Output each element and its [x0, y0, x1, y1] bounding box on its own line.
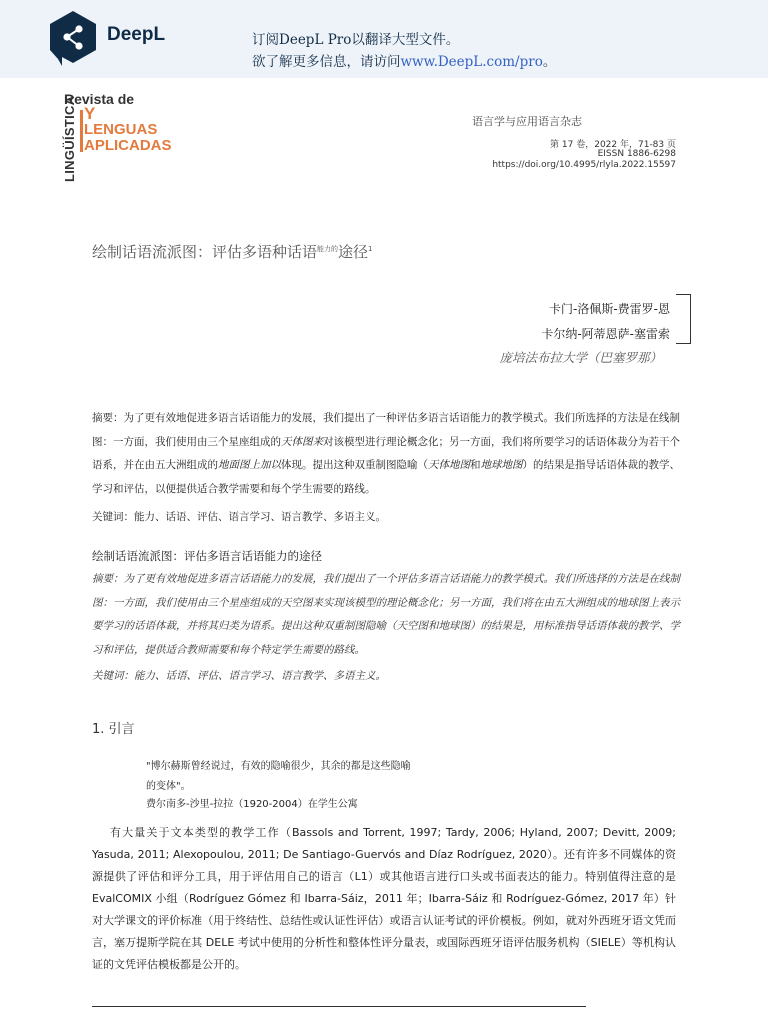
abstract-emphasis-4: 地球地图 [480, 459, 523, 471]
banner-info-prefix: 欲了解更多信息，请访问 [252, 54, 401, 70]
journal-logo-linguistica: LINGÜÍSTICA [62, 95, 77, 182]
deepl-pro-link[interactable]: www.DeepL.com/pro [400, 54, 543, 70]
abstract-text-5: ）的结果是指导话语体裁的教学、学习和评估，以便提供适合教学需要和每个学生需要的路线。 [92, 459, 680, 495]
keywords-chinese: 关键词：能力、话语、评估、语言学习、语言教学、多语主义。 [92, 511, 386, 523]
deepl-logo-icon[interactable] [48, 10, 98, 66]
journal-volume: 第 17 卷，2022 年，71-83 页 [550, 140, 676, 150]
abstract-text-1: 摘要：为了更有效地促进多语言话语能力的发展，我们提出了一种评估多语言话语能力的教学模式。我们所选择的方法是在线制图：一方面，我们使用由三个星座组成的 [92, 412, 680, 448]
epigraph-line-2: 的变体"。 [146, 781, 191, 792]
abstract-text-2: 对该模型进行理论概念化；另一方面，我们将所要学习的话语体裁分为若干个语系，并在由五大洲组成的 [92, 435, 680, 471]
abstract-emphasis-3: 天体地图 [428, 459, 470, 471]
journal-doi-link[interactable]: https://doi.org/10.4995/rlyla.2022.15597 [492, 160, 676, 170]
abstract-emphasis-2: 地面图上加以 [218, 459, 281, 471]
author-bracket [676, 294, 691, 344]
article-title [92, 241, 373, 262]
abstract-text-4: 和 [470, 459, 481, 471]
journal-eissn: EISSN 1886-6298 [597, 149, 676, 159]
body-paragraph: 有大量关于文本类型的教学工作（Bassols and Torrent, 1997; Tardy, 2006; Hyland, 2007; Devitt, 2009; Yasuda, 2011; Alexopoulou, 2011; De Santiago-Guervós and Díaz Rodríguez, 2020）。还有许多不同媒体的资源提供了评估和评分工具，用于评估用自己的语言（L1）或其他语言进行口头或书面表达的能力。特别值得注意的是 EvalCOMIX 小组（Rodríguez Gómez 和 Ibarra-Sáiz，2011 年；Ibarra-Sáiz 和 Rodríguez-Gómez, 2017 年）针对大学课文的评价标准（用于终结性、总结性或认证性评估）或语言认证考试的评价模板。例如，就对外西班牙语文凭而言，塞万提斯学院在其 DELE 考试中使用的分析性和整体性评分量表，或国际西班牙语评估服务机构（SIELE）等机构认证的文凭评估模板都是公开的。 [92, 826, 676, 971]
article-title-end: 途径 [338, 243, 369, 261]
banner-info-suffix: 。 [542, 54, 557, 70]
abstract-italic: 摘要：为了更有效地促进多语言话语能力的发展，我们提出了一个评估多语言话语能力的教学模式。我们所选择的方法是在线制图：一方面，我们使用由三个星座组成的天空图来实现该模型的理论概念化；另一方面，我们将在由五大洲组成的地球图上表示要学习的话语体裁，并将其归类为语系。提出这种双重制图隐喻（天空图和地球图）的结果是，用标准指导话语体裁的教学、学习和评估，提供适合教师需要和每个特定学生需要的路线。 [92, 573, 680, 656]
journal-logo-aplicadas: APLICADAS [84, 137, 172, 154]
abstract-chinese [92, 407, 682, 501]
epigraph-attribution: 费尔南多-沙里-拉拉（1920-2004）在学生公寓 [146, 799, 358, 810]
section-heading: 1. 引言 [92, 722, 135, 737]
journal-logo-lenguas: LENGUAS [84, 121, 158, 138]
second-title: 绘制话语流派图：评估多语言话语能力的途径 [92, 549, 322, 563]
banner-subscribe-text: 订阅DeepL Pro以翻译大型文件。 [252, 32, 460, 48]
deepl-banner [0, 0, 768, 78]
footnote-divider [92, 1006, 586, 1007]
abstract-text-3: 体现。提出这种双重制图隐喻（ [281, 459, 428, 471]
journal-name: 语言学与应用语言杂志 [472, 115, 582, 128]
article-title-main: 绘制话语流派图：评估多语种话语 [92, 243, 318, 261]
journal-logo-revista: Revista de [64, 91, 135, 107]
deepl-brand-name: DeepL [107, 24, 166, 45]
footnote-ref[interactable]: 1 [368, 245, 373, 253]
epigraph-line-1: "博尔赫斯曾经说过，有效的隐喻很少，其余的都是这些隐喻 [146, 761, 411, 772]
banner-info-text [252, 50, 556, 70]
article-title-sup: 能力的 [317, 245, 339, 253]
abstract-emphasis-1: 天体图来 [281, 435, 323, 448]
journal-logo-y: Y [84, 104, 96, 123]
journal-logo-bar [80, 110, 83, 152]
author-affiliation: 庞培法布拉大学（巴塞罗那） [499, 350, 662, 365]
keywords-italic: 关键词：能力、话语、评估、语言学习、语言教学、多语主义。 [92, 670, 386, 682]
author-1: 卡门-洛佩斯-费雷罗-恩 [549, 302, 670, 316]
author-2: 卡尔纳-阿蒂恩萨-塞雷索 [541, 327, 670, 341]
